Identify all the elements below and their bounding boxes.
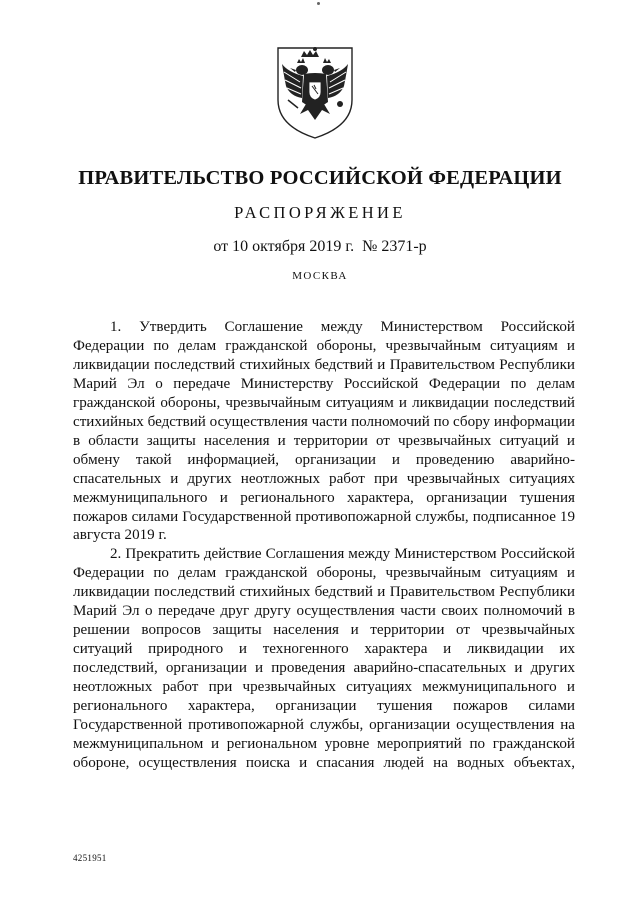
city-name: МОСКВА [292, 270, 348, 282]
document-body [73, 318, 575, 773]
page-mark-dot [317, 2, 320, 5]
document-date-number [0, 238, 640, 256]
coat-of-arms-icon [270, 42, 360, 142]
government-title: ПРАВИТЕЛЬСТВО РОССИЙСКОЙ ФЕДЕРАЦИИ [78, 167, 562, 189]
document-date: от 10 октября 2019 г. [213, 238, 355, 255]
document-type: РАСПОРЯЖЕНИЕ [234, 203, 406, 222]
document-number: № 2371-р [362, 238, 427, 255]
paragraph-1: 1. Утвердить Соглашение между Министерством Российской Федерации по делам гражданской обороны, чрезвычайным ситуациям и ликвидации последствий стихийных бедствий и Правительством Республики Марий Эл о передаче Министерству Российской Федерации по делам гражданской обороны, чрезвычайным ситуациям и ликвидации последствий стихийных бедствий осуществления части полномочий по сбору информации в области защиты населения и территории от чрезвычайных ситуаций и обмену такой информацией, организации и проведению аварийно-спасательных и других неотложных работ при чрезвычайных ситуациях межмуниципального и регионального характера, организации тушения пожаров силами Государственной противопожарной службы, подписанное 19 августа 2019 г. [73, 319, 575, 544]
document-code: 4251951 [73, 853, 107, 863]
paragraph-2: 2. Прекратить действие Соглашения между Министерством Российской Федерации по делам гражданской обороны, чрезвычайным ситуациям и ликвидации последствий стихийных бедствий и Правительством Республики Марий Эл о передаче друг другу осуществления части своих полномочий в решении вопросов защиты населения и территории от чрезвычайных ситуаций природного и техногенного характера и ликвидации их последствий, организации и проведения аварийно-спасательных и других неотложных работ при чрезвычайных ситуациях межмуниципального и регионального характера, организации тушения пожаров силами Государственной противопожарной службы, организации осуществления на межмуниципальном и региональном уровне мероприятий по гражданской обороне, осуществления поиска и спасания людей на водных объектах, [73, 546, 575, 771]
